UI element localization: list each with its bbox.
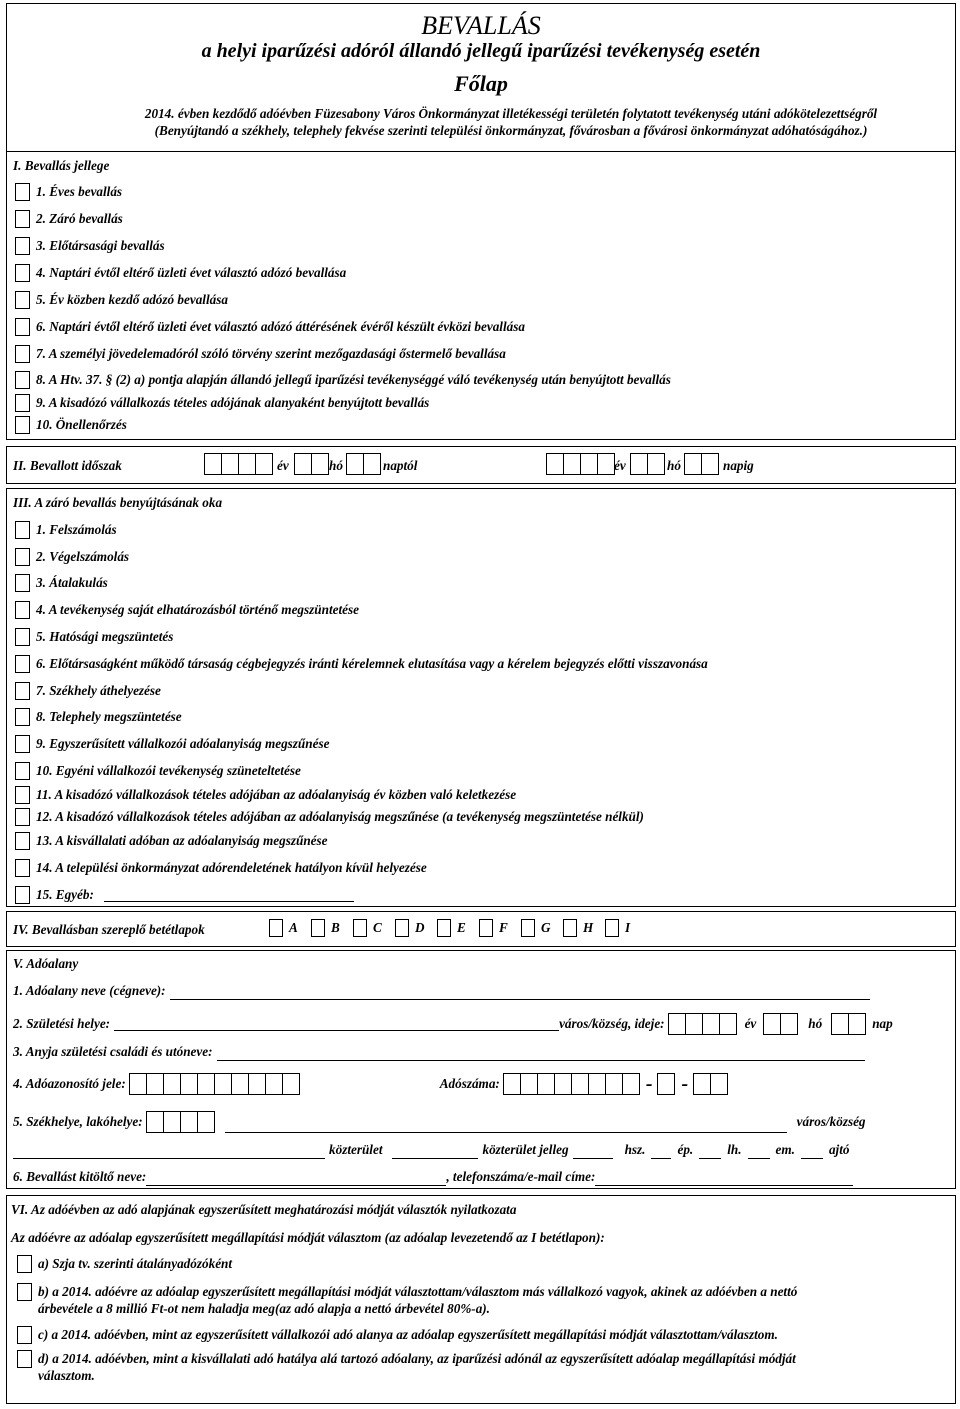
section-1-title: I. Bevallás jellege <box>13 158 110 173</box>
checkbox[interactable] <box>15 291 30 309</box>
label-napig: napig <box>723 458 754 473</box>
checkbox[interactable] <box>15 682 30 700</box>
row-kozterulet: közterület közterület jelleg hsz. ép. lh. em. ajtó <box>13 1141 849 1159</box>
s6-option-c[interactable]: c) a 2014. adóévben, mint az egyszerűsített vállalkozói adó alanya az adóalap egyszerűsített megállapítási módját választottam/választom. <box>17 1325 778 1345</box>
section-6-intro: Az adóévre az adóalap egyszerűsített megállapítási módját választom (az adóalap levezetendő az I betétlapon): <box>11 1230 605 1245</box>
section-3-title: III. A záró bevallás benyújtásának oka <box>13 495 223 510</box>
adoszam-boxes-3[interactable] <box>694 1073 728 1095</box>
label-ho: hó <box>329 458 343 473</box>
checkbox[interactable] <box>15 762 30 780</box>
betetlap-d-checkbox[interactable] <box>395 919 409 937</box>
checkbox[interactable] <box>15 183 30 201</box>
s6-option-d-cont: választom. <box>38 1368 95 1383</box>
checkbox[interactable] <box>15 264 30 282</box>
telefon-email-input[interactable] <box>595 1172 853 1186</box>
section-2-title: II. Bevallott időszak <box>13 458 122 473</box>
checkbox[interactable] <box>15 548 30 566</box>
checkbox[interactable] <box>15 394 30 412</box>
ep-input[interactable] <box>699 1145 721 1159</box>
label-ev-2: év <box>614 458 626 473</box>
betetlap-f-checkbox[interactable] <box>479 919 493 937</box>
period-to-day[interactable] <box>685 453 719 475</box>
jelleg-input[interactable] <box>573 1145 613 1159</box>
betetlap-a-checkbox[interactable] <box>269 919 283 937</box>
row-kitolto: 6. Bevallást kitöltő neve: , telefonszáma/e-mail címe: <box>13 1168 853 1186</box>
s1-option-3[interactable]: 3. Előtársasági bevallás <box>15 236 165 256</box>
egyeb-input[interactable] <box>104 888 354 902</box>
iranyitoszam-boxes[interactable] <box>147 1111 215 1133</box>
checkbox[interactable] <box>17 1255 32 1273</box>
s1-option-9[interactable]: 9. A kisadózó vállalkozás tételes adójának alanyaként benyújtott bevallás <box>15 393 429 413</box>
s3-option-5[interactable]: 5. Hatósági megszüntetés <box>15 627 173 647</box>
header-section <box>6 3 956 151</box>
header-line-2: (Benyújtandó a székhely, telephely fekvése szerinti települési önkormányzat, fővárosban a fővárosi önkormányzat adóhatóságához.) <box>154 123 868 138</box>
betetlap-b-checkbox[interactable] <box>311 919 325 937</box>
checkbox[interactable] <box>15 210 30 228</box>
s3-option-13[interactable]: 13. A kisvállalati adóban az adóalanyiság megszűnése <box>15 831 328 851</box>
s3-option-12[interactable]: 12. A kisadózó vállalkozások tételes adójában az adóalanyiság megszűnése (a tevékenység megszüntetése nélkül) <box>15 807 644 827</box>
checkbox[interactable] <box>15 628 30 646</box>
checkbox[interactable] <box>17 1283 32 1301</box>
checkbox[interactable] <box>15 345 30 363</box>
section-3 <box>6 488 956 907</box>
checkbox[interactable] <box>15 574 30 592</box>
kitolto-neve-input[interactable] <box>146 1172 446 1186</box>
section-6-title: VI. Az adóévben az adó alapjának egyszerűsített meghatározási módját választók nyilatkozata <box>11 1202 517 1217</box>
s3-option-7[interactable]: 7. Székhely áthelyezése <box>15 681 161 701</box>
szuletesi-ev-boxes[interactable] <box>669 1013 737 1035</box>
checkbox[interactable] <box>17 1350 32 1368</box>
checkbox[interactable] <box>15 655 30 673</box>
s3-option-8[interactable]: 8. Telephely megszüntetése <box>15 707 182 727</box>
kozterulet-nev-input[interactable] <box>392 1145 478 1159</box>
s1-option-10[interactable]: 10. Önellenőrzés <box>15 415 127 435</box>
em-input[interactable] <box>801 1145 823 1159</box>
section-2 <box>6 446 956 484</box>
label-ho-2: hó <box>667 458 681 473</box>
anyja-neve-input[interactable] <box>217 1047 865 1061</box>
row-azonosito: 4. Adóazonosító jele: Adószáma: - - <box>13 1073 728 1095</box>
checkbox[interactable] <box>15 832 30 850</box>
adoszam-boxes-1[interactable] <box>504 1073 640 1095</box>
adoszam-boxes-2[interactable] <box>658 1073 675 1095</box>
s1-option-1[interactable]: 1. Éves bevallás <box>15 182 122 202</box>
checkbox[interactable] <box>17 1326 32 1344</box>
period-to-month[interactable] <box>631 453 665 475</box>
s1-option-8[interactable]: 8. A Htv. 37. § (2) a) pontja alapján állandó jellegű iparűzési tevékenységgé váló tevékenység után benyújtott bevallás <box>15 370 671 390</box>
s3-option-6[interactable]: 6. Előtársaságként működő társaság cégbejegyzés iránti kérelemnek elutasítása vagy a kérelem bejegyzés előtti visszavonása <box>15 654 708 674</box>
s3-option-9[interactable]: 9. Egyszerűsített vállalkozói adóalanyiság megszűnése <box>15 734 329 754</box>
varos-input[interactable] <box>225 1119 787 1133</box>
hsz-input[interactable] <box>651 1145 671 1159</box>
period-from-year[interactable] <box>205 453 273 475</box>
adoazonosito-boxes[interactable] <box>130 1073 300 1095</box>
s3-option-14[interactable]: 14. A települési önkormányzat adórendeletének hatályon kívül helyezése <box>15 858 427 878</box>
section-4 <box>6 911 956 947</box>
s6-option-d[interactable]: d) a 2014. adóévben, mint a kisvállalati adó hatálya alá tartozó adóalany, az iparűzési adónál az egyszerűsített adóalap megállapítási módját <box>17 1349 796 1369</box>
s3-option-3[interactable]: 3. Átalakulás <box>15 573 108 593</box>
s3-option-10[interactable]: 10. Egyéni vállalkozói tevékenység szüneteltetése <box>15 761 301 781</box>
row-anyja-neve: 3. Anyja születési családi és utóneve: <box>13 1043 865 1061</box>
s1-option-4[interactable]: 4. Naptári évtől eltérő üzleti évet választó adózó bevallása <box>15 263 346 283</box>
period-from-day[interactable] <box>347 453 381 475</box>
adoalany-neve-input[interactable] <box>170 986 870 1000</box>
betetlap-i-checkbox[interactable] <box>605 919 619 937</box>
period-from-month[interactable] <box>295 453 329 475</box>
s1-option-2[interactable]: 2. Záró bevallás <box>15 209 123 229</box>
betetlap-e-checkbox[interactable] <box>437 919 451 937</box>
checkbox[interactable] <box>15 808 30 826</box>
s1-option-6[interactable]: 6. Naptári évtől eltérő üzleti évet választó adózó áttérésének évéről készült évközi bevallása <box>15 317 525 337</box>
checkbox[interactable] <box>15 886 30 904</box>
row-szuletesi: 2. Születési helye: város/község, ideje: év hó nap <box>13 1013 893 1035</box>
form-title: BEVALLÁS <box>421 11 541 40</box>
checkbox[interactable] <box>15 786 30 804</box>
header-line-1: 2014. évben kezdődő adóévben Füzesabony Város Önkormányzat illetékességi területén folytatott tevékenység utáni adókötelezettségről <box>144 106 878 121</box>
section-5-title: V. Adóalany <box>13 956 79 971</box>
row-adoalany-neve: 1. Adóalany neve (cégneve): <box>13 982 870 1000</box>
s3-option-11[interactable]: 11. A kisadózó vállalkozások tételes adójában az adóalanyiság év közben való keletkezése <box>15 785 516 805</box>
period-to-year[interactable] <box>547 453 615 475</box>
checkbox[interactable] <box>15 735 30 753</box>
lh-input[interactable] <box>748 1145 770 1159</box>
sheet-label: Főlap <box>454 71 508 96</box>
kozterulet-input[interactable] <box>13 1145 325 1159</box>
s6-option-b[interactable]: b) a 2014. adóévre az adóalap egyszerűsített megállapítási módját választottam/választom más vállalkozó vagyok, akinek az adóévben a nettó <box>17 1282 797 1302</box>
form-subtitle: a helyi iparűzési adóról állandó jellegű iparűzési tevékenység esetén <box>201 40 761 62</box>
s6-option-a[interactable]: a) Szja tv. szerinti átalányadózóként <box>17 1254 232 1274</box>
section-1 <box>6 151 956 440</box>
betetlap-g-checkbox[interactable] <box>521 919 535 937</box>
betetlap-c-checkbox[interactable] <box>353 919 367 937</box>
checkbox[interactable] <box>15 371 30 389</box>
label-naptol: naptól <box>383 458 418 473</box>
checkbox[interactable] <box>15 416 30 434</box>
s3-option-2[interactable]: 2. Végelszámolás <box>15 547 129 567</box>
s3-option-1[interactable]: 1. Felszámolás <box>15 520 117 540</box>
s3-option-15[interactable]: 15. Egyéb: <box>15 885 354 905</box>
s1-option-5[interactable]: 5. Év közben kezdő adózó bevallása <box>15 290 228 310</box>
checkbox[interactable] <box>15 859 30 877</box>
betetlap-h-checkbox[interactable] <box>563 919 577 937</box>
checkbox[interactable] <box>15 318 30 336</box>
s1-option-7[interactable]: 7. A személyi jövedelemadóról szóló törvény szerint mezőgazdasági őstermelő bevallása <box>15 344 506 364</box>
szuletesi-hely-input[interactable] <box>114 1017 559 1031</box>
checkbox[interactable] <box>15 237 30 255</box>
szuletesi-nap-boxes[interactable] <box>832 1013 866 1035</box>
s6-option-b-cont: árbevétele a 8 millió Ft-ot nem haladja meg(az adó alapja a nettó árbevétel 80%-a). <box>38 1301 490 1316</box>
betetlap-list: A B C D E F G H I <box>269 919 647 937</box>
section-6 <box>6 1195 956 1404</box>
checkbox[interactable] <box>15 601 30 619</box>
section-4-title: IV. Bevallásban szereplő betétlapok <box>13 922 205 937</box>
section-5 <box>6 950 956 1189</box>
szuletesi-ho-boxes[interactable] <box>764 1013 798 1035</box>
s3-option-4[interactable]: 4. A tevékenység saját elhatározásból történő megszüntetése <box>15 600 359 620</box>
checkbox[interactable] <box>15 708 30 726</box>
checkbox[interactable] <box>15 521 30 539</box>
row-szekhely: 5. Székhelye, lakóhelye: város/község <box>13 1111 866 1133</box>
label-ev: év <box>277 458 289 473</box>
